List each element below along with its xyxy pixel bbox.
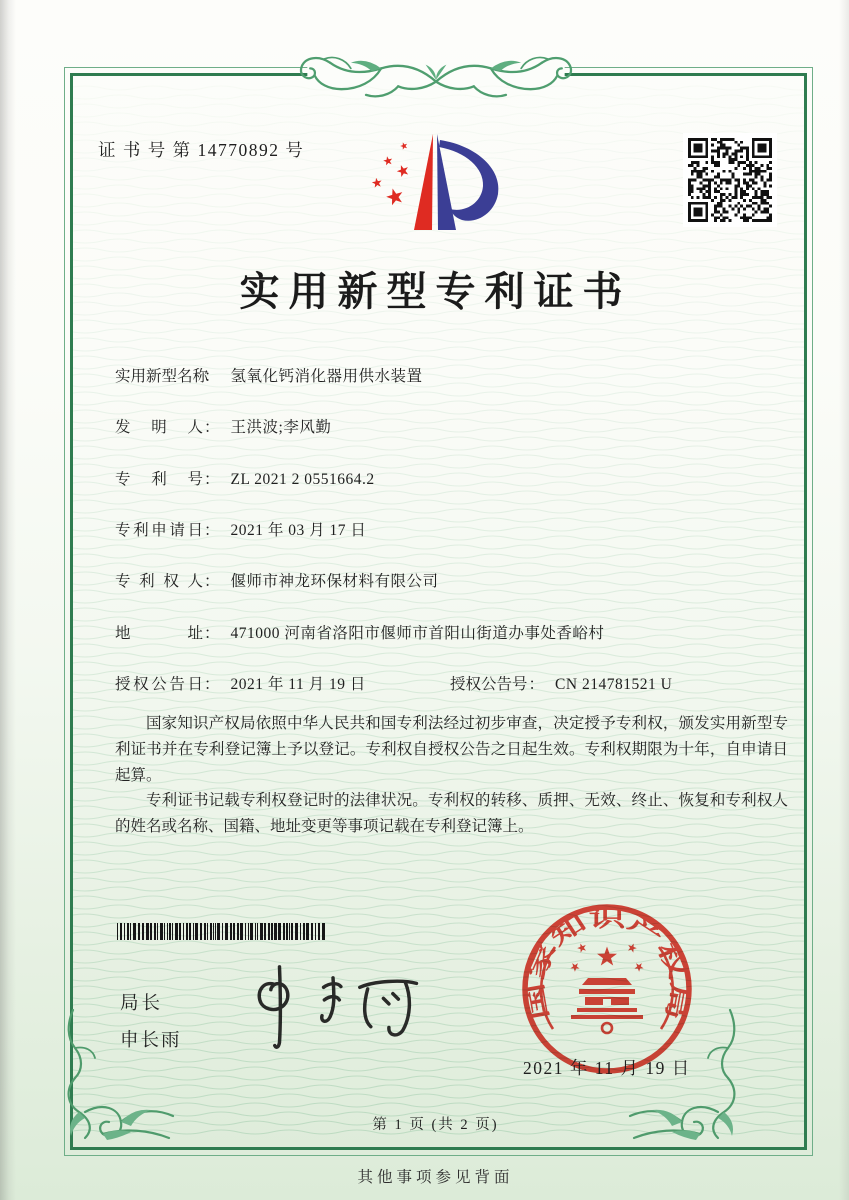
field-row-inventors — [115, 415, 791, 437]
field-value: 2021 年 03 月 17 日 — [230, 522, 367, 539]
certificate-number: 证 书 号 第 14770892 号 — [98, 140, 305, 160]
logo-stars — [371, 141, 410, 206]
field-value: 王洪波;李风勤 — [230, 419, 332, 436]
field-colon: ： — [204, 573, 220, 590]
field-value: 471000 河南省洛阳市偃师市首阳山街道办事处香峪村 — [230, 625, 605, 642]
field-label: 地址 — [115, 625, 203, 642]
field-value: 氢氧化钙消化器用供水装置 — [230, 368, 423, 385]
field-row-application-date — [115, 518, 791, 540]
bottom-left-corner-ornament — [63, 1006, 181, 1142]
seal-date: 2021 年 11 月 19 日 — [523, 1058, 691, 1078]
cnipa-logo — [360, 124, 510, 239]
field-label: 实用新型名称 — [115, 368, 209, 385]
field-value: ZL 2021 2 0551664.2 — [230, 471, 375, 488]
page-number: 第 1 页 (共 2 页) — [372, 1117, 499, 1133]
field-label: 专利号 — [115, 471, 203, 488]
director-signature — [248, 950, 433, 1064]
legal-text — [115, 711, 788, 840]
field-row-patent-number — [115, 467, 791, 489]
field-row-utility-model-name — [115, 364, 791, 386]
field-value: 偃师市神龙环保材料有限公司 — [230, 573, 439, 590]
certificate-title: 实用新型专利证书 — [239, 269, 632, 314]
grant-number-label: 授权公告号 — [450, 676, 528, 693]
field-row-grant-date-and-number — [115, 672, 791, 694]
qr-code — [683, 133, 777, 227]
field-row-address — [115, 621, 791, 643]
grant-number-value: CN 214781521 U — [555, 676, 673, 693]
field-colon: ： — [204, 419, 220, 436]
field-colon: ： — [204, 676, 220, 693]
director-name: 申长雨 — [120, 1031, 182, 1051]
seal-text: 国家知识产权局 — [523, 905, 692, 1022]
barcode — [117, 923, 330, 940]
field-colon: ： — [204, 625, 220, 642]
logo-red-spike — [414, 134, 433, 230]
field-label: 专利权人 — [115, 573, 203, 590]
top-border-ornament — [288, 40, 584, 110]
field-colon: ： — [204, 522, 220, 539]
field-colon: ： — [204, 471, 220, 488]
field-colon: ： — [528, 676, 545, 693]
legal-paragraph-2: 专利证书记载专利权登记时的法律状况。专利权的转移、质押、无效、终止、恢复和专利权人的姓名或名称、国籍、地址变更等事项记载在专利登记簿上。 — [115, 792, 788, 836]
field-row-patentee — [115, 569, 791, 591]
footer-note: 其他事项参见背面 — [357, 1169, 514, 1186]
field-label: 授权公告日 — [115, 676, 203, 693]
director-title: 局长 — [120, 994, 164, 1014]
field-label: 发明人 — [115, 419, 203, 436]
field-colon: ： — [204, 368, 220, 385]
field-label: 专利申请日 — [115, 522, 203, 539]
field-value: 2021 年 11 月 19 日 — [230, 676, 366, 693]
legal-paragraph-1: 国家知识产权局依照中华人民共和国专利法经过初步审查，决定授予专利权，颁发实用新型专利证书并在专利登记簿上予以登记。专利权自授权公告之日起生效。专利权期限为十年，自申请日起算。 — [115, 715, 788, 784]
